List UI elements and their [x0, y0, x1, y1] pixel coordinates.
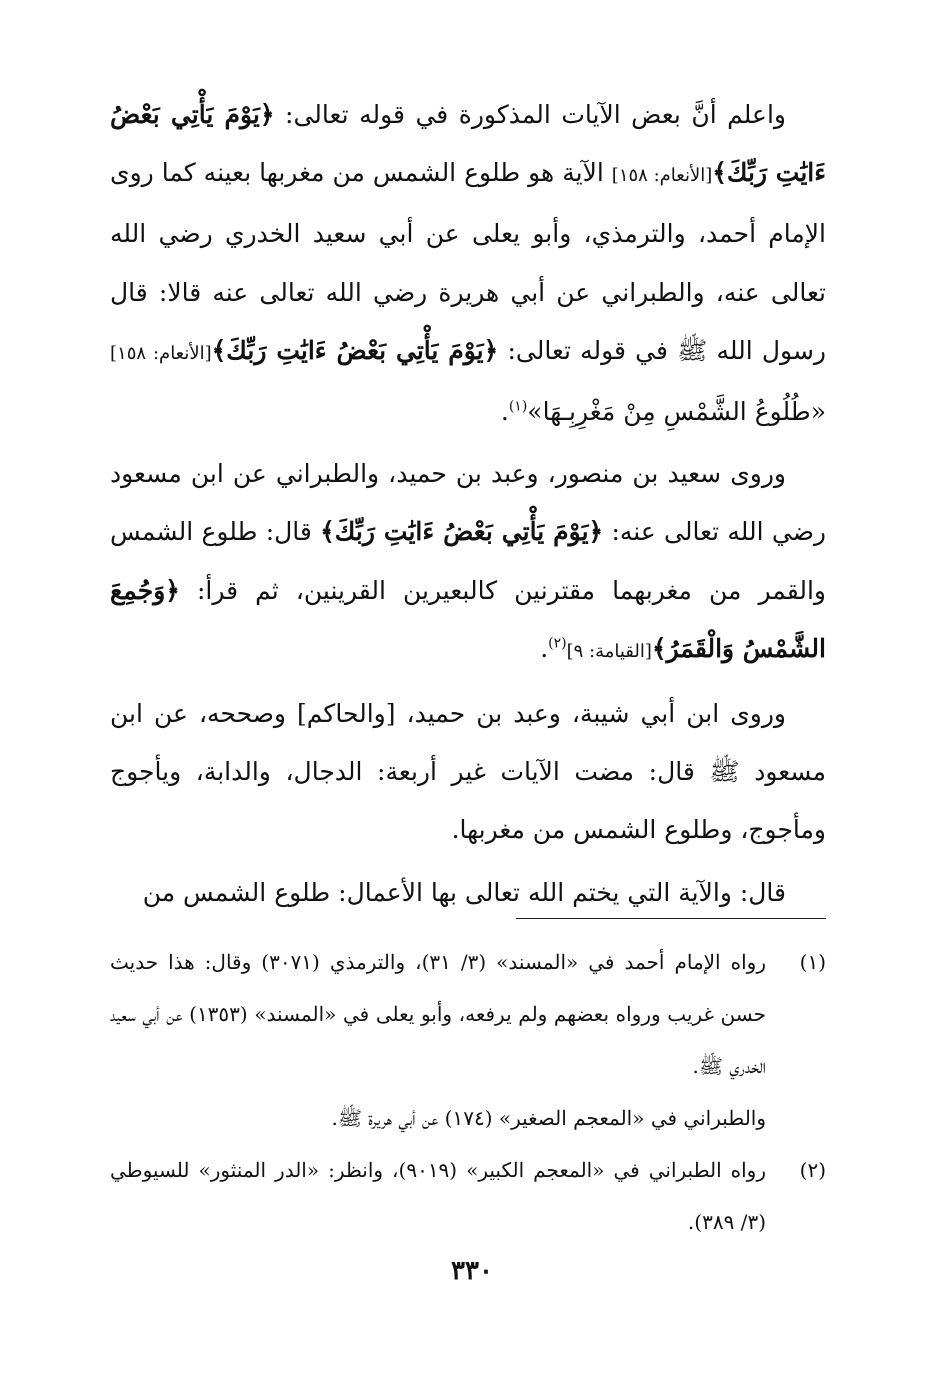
footnote-number: (٢): [799, 1158, 826, 1182]
footnote-number: (١): [799, 950, 826, 974]
paragraph: [110, 864, 826, 922]
text-run: وروى سعيد بن منصور، وعبد بن حميد، والطبراني عن ابن مسعود رضي الله تعالى عنه:: [110, 459, 826, 547]
footnote: [110, 936, 826, 1144]
verse-reference: [الأنعام: ١٥٨]: [611, 165, 713, 187]
paragraph: [110, 685, 826, 860]
quran-verse: ﴿يَوْمَ يَأْتِي بَعْضُ ءَايَٰتِ رَبِّكَ﴾: [320, 517, 604, 547]
text-run: .: [540, 633, 549, 663]
footnote-text: رواه الإمام أحمد في «المسند» (٣/ ٣١)، والترمذي (٣٠٧١) وقال: هذا حديث حسن غريب ورواه بعضهم ولم يرفعه، وأبو يعلى في «المسند» (١٣٥٣) عن أبي سعيد الخدري ﷺ.: [110, 950, 766, 1078]
footnote-marker[interactable]: (١): [508, 398, 528, 415]
text-run: واعلم أنَّ بعض الآيات المذكورة في قوله تعالى:: [274, 100, 786, 129]
footnote-text: والطبراني في «المعجم الصغير» (١٧٤) عن أبي هريرة ﷺ.: [331, 1106, 766, 1130]
text-run: قال: والآية التي يختم الله تعالى بها الأعمال: طلوع الشمس من: [142, 877, 786, 907]
main-text: [110, 86, 826, 922]
quran-verse: ﴿يَوْمَ يَأْتِي بَعْضُ ءَايَٰتِ رَبِّكَ﴾: [110, 100, 826, 188]
footnotes: [110, 936, 826, 1248]
footnote-marker[interactable]: (٢): [548, 635, 567, 652]
paragraph: [110, 445, 826, 681]
text-run: الآية هو طلوع الشمس من مغربها بعينه كما روى الإمام أحمد، والترمذي، وأبو يعلى عن أبي سعيد الخدري رضي الله تعالى عنه، والطبراني عن أبي هريرة رضي الله تعالى عنه قالا: قال رسول الله ﷺ في قوله تعالى:: [110, 158, 826, 365]
verse-reference: [القيامة: ٩]: [566, 640, 652, 662]
text-run: قال: طلوع الشمس والقمر من مغربهما مقترنين كالبعيرين القرينين، ثم قرأ:: [110, 517, 826, 605]
quran-verse: ﴿يَوْمَ يَأْتِي بَعْضُ ءَايَٰتِ رَبِّكَ﴾: [211, 335, 499, 365]
footnote-text: رواه الطبراني في «المعجم الكبير» (٩٠١٩)، وانظر: «الدر المنثور» للسيوطي (٣/ ٣٨٩).: [110, 1158, 766, 1234]
text-run: .: [500, 397, 509, 427]
page-number: ٣٣٠: [451, 1256, 493, 1286]
verse-reference: [الأنعام: ١٥٨]: [110, 342, 212, 364]
text-run: وروى ابن أبي شيبة، وعبد بن حميد، [والحاكم] وصححه، عن ابن مسعود ﷺ قال: مضت الآيات غير أربعة: الدجال، والدابة، ويأجوج ومأجوج، وطلوع الشمس من مغربها.: [110, 699, 826, 845]
hadith-quote: «طُلُوعُ الشَّمْسِ مِنْ مَغْرِبِـهَا»: [527, 397, 826, 427]
quran-verse: ﴿وَجُمِعَ الشَّمْسُ وَالْقَمَرُ﴾: [110, 575, 826, 663]
footnote: [110, 1144, 826, 1248]
footnote-separator: [516, 918, 826, 919]
paragraph: [110, 86, 826, 441]
